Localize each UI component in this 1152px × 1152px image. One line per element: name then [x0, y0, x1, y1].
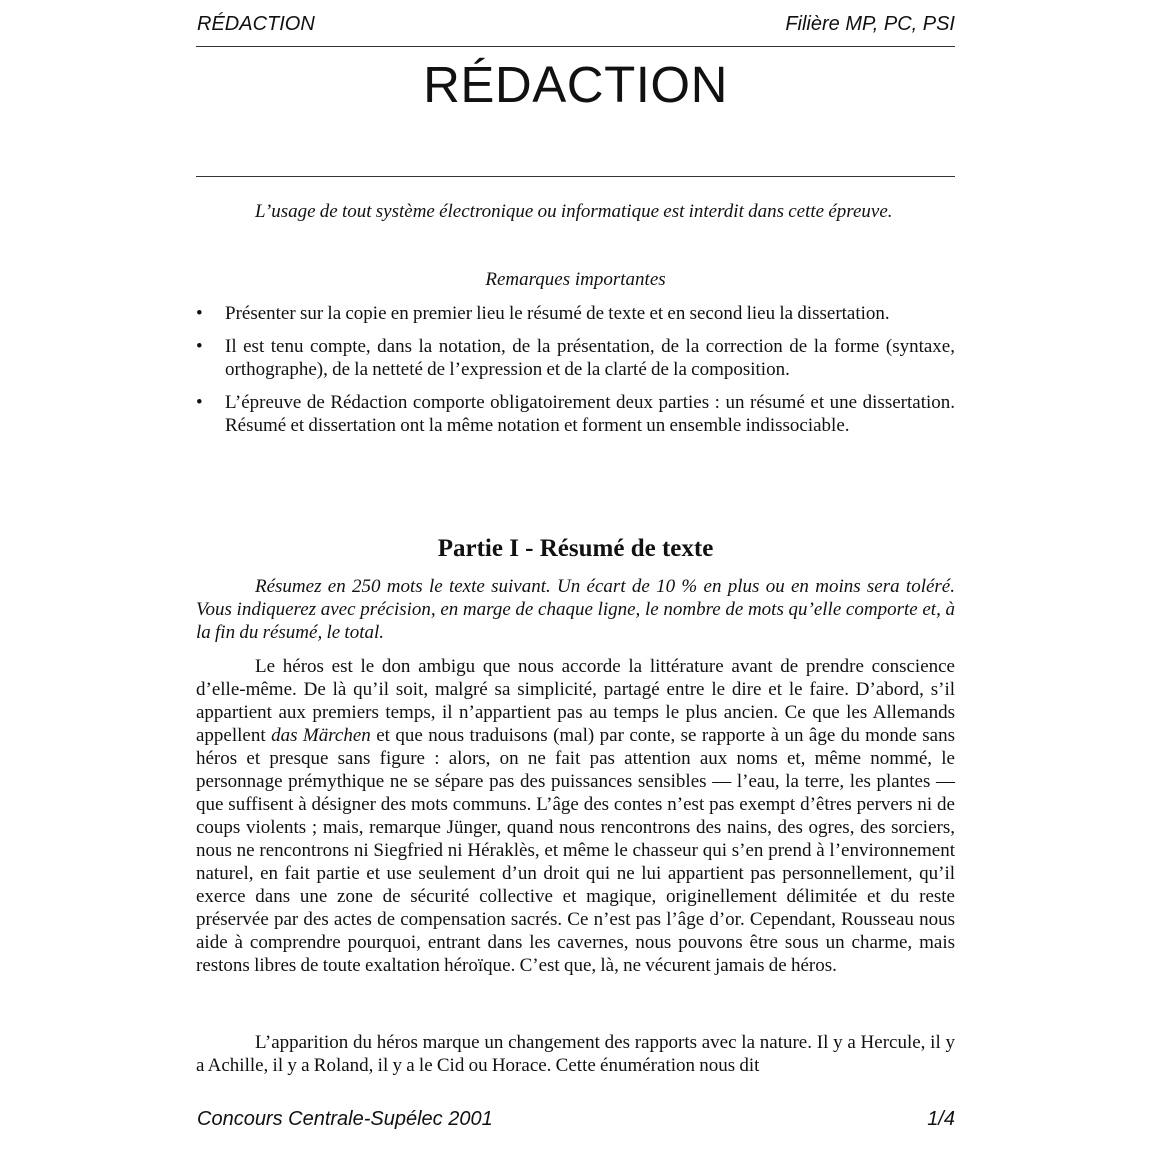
running-header [196, 10, 955, 40]
bullet-icon: • [196, 336, 203, 357]
remark-text: L’épreuve de Rédaction comporte obligatoirement deux parties : un résumé et une dissertation. Résumé et dissertation ont la même notation et forment un ensemble indissociable. [225, 392, 955, 436]
page-title: RÉDACTION [423, 56, 728, 113]
document-page [196, 0, 955, 1152]
page-number: 1/4 [927, 1108, 955, 1130]
bullet-icon: • [196, 303, 203, 324]
summary-instructions: Résumez en 250 mots le texte suivant. Un écart de 10 % en plus ou en moins sera toléré. Vous indiquerez avec précision, en marge de chaque ligne, le nombre de mots qu’elle comporte et, à la fin du résumé, le total. [196, 576, 955, 643]
header-subject: RÉDACTION [197, 13, 315, 35]
header-rule [196, 46, 955, 47]
text-paragraph-1 [196, 655, 955, 977]
header-track: Filière MP, PC, PSI [785, 13, 955, 35]
bullet-icon: • [196, 392, 203, 413]
list-item [196, 302, 955, 325]
remarks-list [196, 302, 955, 447]
remark-text: Il est tenu compte, dans la notation, de la présentation, de la correction de la forme (syntaxe, orthographe), de la netteté de l’expression et de la clarté de la composition. [225, 336, 955, 380]
remarks-title: Remarques importantes [485, 269, 666, 290]
footer-exam: Concours Centrale-Supélec 2001 [197, 1108, 493, 1130]
list-item [196, 335, 955, 381]
intro-notice: L’usage de tout système électronique ou informatique est interdit dans cette épreuve. [255, 201, 893, 222]
emphasis-text: das Märchen [271, 725, 371, 746]
remark-text: Présenter sur la copie en premier lieu le résumé de texte et en second lieu la dissertation. [225, 303, 890, 324]
section-title: Partie I - Résumé de texte [437, 535, 714, 562]
paragraph-text: et que nous traduisons (mal) par conte, se rapporte à un âge du monde sans héros et presque sans figure : alors, on ne fait pas attention aux noms et, même nommé, le personnage prémythique ne se sépare pas des puissances sensibles — l’eau, la terre, les plantes — que suffisent à désigner des mots communs. L’âge des contes n’est pas exempt d’êtres pervers ni de coups violents ; mais, remarque Jünger, quand nous rencontrons des nains, des ogres, des sorciers, nous ne rencontrons ni Siegfried ni Héraklès, et même le chasseur qui s’en prend à l’environnement naturel, en fait partie et use seulement d’un droit qui ne lui appartient pas personnellement, qu’il exerce dans une zone de sécurité collective et magique, originellement délimitée et du reste préservée par des actes de compensation sacrés. Ce n’est pas l’âge d’or. Cependant, Rousseau nous aide à comprendre pourquoi, entrant dans les cavernes, nous pouvons être sous un charme, mais restons libres de toute exaltation héroïque. C’est que, là, ne vécurent jamais de héros. [196, 725, 956, 976]
text-paragraph-2: L’apparition du héros marque un changement des rapports avec la nature. Il y a Hercule, il y a Achille, il y a Roland, il y a le Cid ou Horace. Cette énumération nous dit [196, 1032, 955, 1076]
page-footer [196, 1105, 955, 1135]
list-item [196, 391, 955, 437]
paragraph-text: Le héros est le don ambigu que nous accorde la littérature avant de prendre conscience d’elle-même. De là qu’il soit, malgré sa simplicité, partagé entre le dire et le faire. D’abord, s’il appartient aux premiers temps, il n’appartient pas au temps le plus ancien. Ce que les Allemands appellent [196, 656, 955, 746]
title-rule [196, 176, 955, 177]
